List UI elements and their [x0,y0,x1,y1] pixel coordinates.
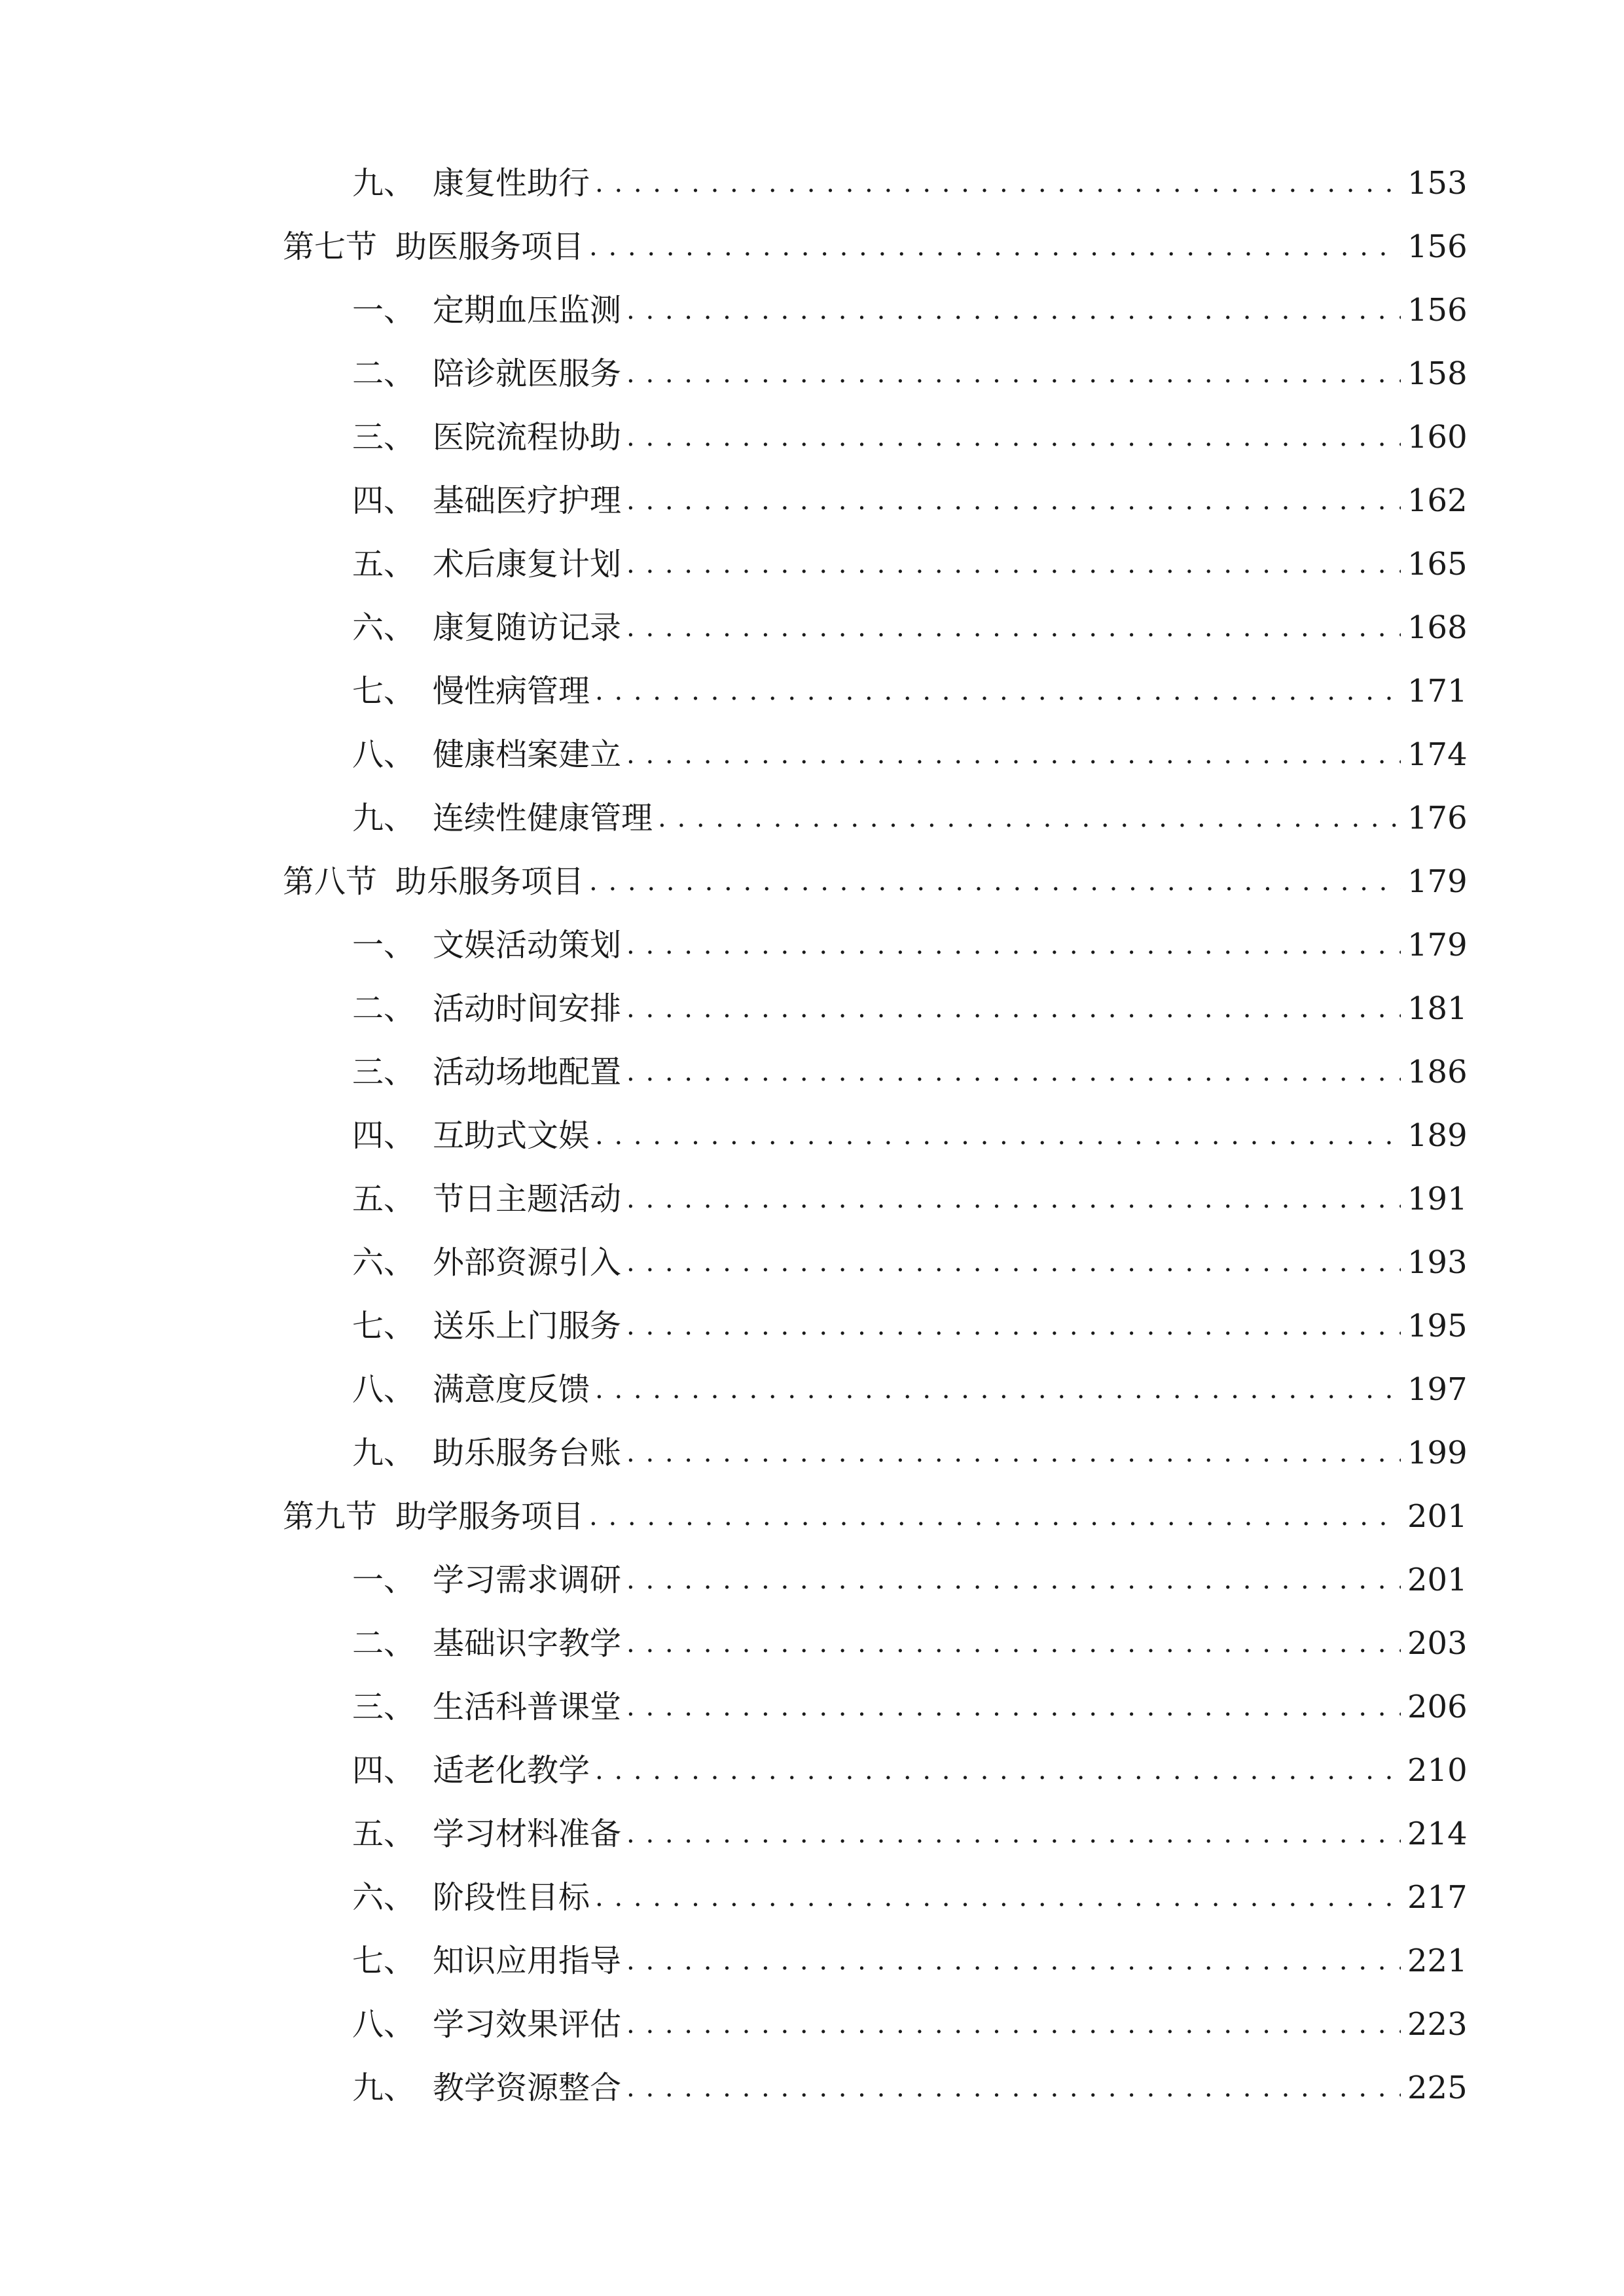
toc-entry[interactable] [352,718,1468,773]
toc-entry[interactable] [352,655,1468,709]
toc-entry[interactable] [352,147,1468,202]
entry-title: 活动时间安排 [433,990,622,1027]
entry-number: 六、 [352,1244,416,1281]
section-title: 助学服务项目 [395,1498,585,1535]
toc-entry[interactable] [352,528,1468,583]
page-number: 217 [1407,1879,1468,1916]
section-label: 第八节 [283,863,378,900]
toc-entry[interactable] [352,1988,1468,2043]
entry-number: 七、 [352,1943,416,1979]
toc-entry[interactable] [352,908,1468,963]
toc-entry[interactable] [352,1035,1468,1090]
toc-entry[interactable] [352,1670,1468,1725]
toc-entry[interactable] [352,591,1468,646]
entry-number: 一、 [352,292,416,329]
entry-title: 适老化教学 [433,1752,590,1789]
page-number: 197 [1407,1371,1468,1408]
toc-entry[interactable] [352,1353,1468,1408]
toc-entry[interactable] [352,274,1468,329]
section-label: 第九节 [283,1498,378,1535]
dot-leader [626,424,1401,450]
entry-number: 一、 [352,927,416,963]
dot-leader [626,1694,1401,1720]
entry-title: 教学资源整合 [433,2070,622,2106]
entry-title: 健康档案建立 [433,736,622,773]
entry-title: 医院流程协助 [433,419,622,456]
dot-leader [595,1757,1401,1784]
toc-entry[interactable] [352,464,1468,519]
entry-title: 基础识字教学 [433,1625,622,1662]
page-number: 221 [1407,1943,1468,1979]
page-number: 156 [1407,292,1468,329]
entry-title: 慢性病管理 [433,673,590,709]
toc-entry[interactable] [352,1924,1468,1979]
entry-title: 知识应用指导 [433,1943,622,1979]
entry-title: 阶段性目标 [433,1879,590,1916]
entry-number: 五、 [352,1816,416,1852]
entry-title: 术后康复计划 [433,546,622,583]
page-number: 223 [1407,2006,1468,2043]
entry-title: 学习需求调研 [433,1562,622,1598]
page-number: 162 [1407,482,1468,519]
entry-title: 节日主题活动 [433,1181,622,1217]
entry-title: 康复随访记录 [433,609,622,646]
page-number: 176 [1407,800,1468,836]
entry-number: 四、 [352,482,416,519]
page-number: 214 [1407,1816,1468,1852]
entry-number: 八、 [352,736,416,773]
entry-title: 学习材料准备 [433,1816,622,1852]
entry-number: 九、 [352,2070,416,2106]
entry-title: 外部资源引入 [433,1244,622,1281]
entry-title: 文娱活动策划 [433,927,622,963]
entry-number: 五、 [352,1181,416,1217]
toc-entry[interactable] [352,1543,1468,1598]
entry-number: 二、 [352,1625,416,1662]
entry-number: 二、 [352,990,416,1027]
dot-leader [626,1186,1401,1212]
dot-leader [626,1630,1401,1657]
dot-leader [595,678,1401,704]
page-number: 193 [1407,1244,1468,1281]
dot-leader [626,1948,1401,1974]
dot-leader [626,551,1401,577]
dot-leader [626,615,1401,641]
dot-leader [626,996,1401,1022]
page-number: 203 [1407,1625,1468,1662]
page-number: 174 [1407,736,1468,773]
entry-title: 陪诊就医服务 [433,355,622,392]
toc-entry[interactable] [352,1607,1468,1662]
page-number: 160 [1407,419,1468,456]
page-number: 191 [1407,1181,1468,1217]
dot-leader [626,488,1401,514]
page-number: 171 [1407,673,1468,709]
dot-leader [626,742,1401,768]
page-number: 165 [1407,546,1468,583]
page-number: 206 [1407,1689,1468,1725]
dot-leader [589,869,1401,895]
dot-leader [626,2011,1401,2037]
toc-entry[interactable] [352,1797,1468,1852]
page-number: 156 [1407,228,1468,265]
dot-leader [595,1884,1401,1910]
toc-entry[interactable] [352,1226,1468,1281]
dot-leader [626,1059,1401,1085]
page-number: 153 [1407,165,1468,202]
dot-leader [626,1821,1401,1847]
entry-number: 九、 [352,165,416,202]
entry-number: 九、 [352,1435,416,1471]
dot-leader [626,2075,1401,2101]
dot-leader [626,932,1401,958]
toc-section[interactable] [283,845,1468,900]
dot-leader [626,297,1401,323]
entry-title: 互助式文娱 [433,1117,590,1154]
entry-number: 六、 [352,1879,416,1916]
dot-leader [589,234,1401,260]
entry-number: 九、 [352,800,416,836]
entry-number: 六、 [352,609,416,646]
toc-entry[interactable] [352,1861,1468,1916]
section-label: 第七节 [283,228,378,265]
entry-number: 四、 [352,1117,416,1154]
entry-title: 康复性助行 [433,165,590,202]
section-title: 助乐服务项目 [395,863,585,900]
page-number: 189 [1407,1117,1468,1154]
page-number: 186 [1407,1054,1468,1090]
toc-entry[interactable] [352,1734,1468,1789]
toc-entry[interactable] [352,972,1468,1027]
entry-number: 二、 [352,355,416,392]
entry-number: 八、 [352,2006,416,2043]
toc-section[interactable] [283,210,1468,265]
entry-title: 满意度反馈 [433,1371,590,1408]
entry-title: 活动场地配置 [433,1054,622,1090]
page-number: 195 [1407,1308,1468,1344]
dot-leader [626,361,1401,387]
toc-entry[interactable] [352,1416,1468,1471]
entry-title: 基础医疗护理 [433,482,622,519]
section-title: 助医服务项目 [395,228,585,265]
entry-number: 三、 [352,1054,416,1090]
page-number: 201 [1407,1562,1468,1598]
entry-title: 学习效果评估 [433,2006,622,2043]
entry-number: 八、 [352,1371,416,1408]
toc-entry[interactable] [352,337,1468,392]
dot-leader [626,1249,1401,1276]
entry-title: 连续性健康管理 [433,800,653,836]
dot-leader [589,1503,1401,1530]
entry-number: 三、 [352,419,416,456]
page-number: 210 [1407,1752,1468,1789]
entry-number: 四、 [352,1752,416,1789]
toc-entry[interactable] [352,401,1468,456]
page-number: 201 [1407,1498,1468,1535]
entry-number: 七、 [352,1308,416,1344]
dot-leader [595,1122,1401,1149]
dot-leader [626,1440,1401,1466]
page-number: 179 [1407,863,1468,900]
toc-entry[interactable] [352,781,1468,836]
entry-title: 定期血压监测 [433,292,622,329]
toc-entry[interactable] [352,2051,1468,2106]
page-number: 158 [1407,355,1468,392]
page-number: 179 [1407,927,1468,963]
dot-leader [595,1376,1401,1403]
entry-title: 送乐上门服务 [433,1308,622,1344]
toc-entry[interactable] [352,1099,1468,1154]
page-number: 199 [1407,1435,1468,1471]
page-number: 181 [1407,990,1468,1027]
dot-leader [595,170,1401,196]
dot-leader [626,1567,1401,1593]
dot-leader [626,1313,1401,1339]
entry-number: 一、 [352,1562,416,1598]
toc-entry[interactable] [352,1162,1468,1217]
dot-leader [658,805,1401,831]
entry-number: 三、 [352,1689,416,1725]
toc-section[interactable] [283,1480,1468,1535]
toc-entry[interactable] [352,1289,1468,1344]
entry-title: 生活科普课堂 [433,1689,622,1725]
entry-number: 五、 [352,546,416,583]
entry-title: 助乐服务台账 [433,1435,622,1471]
page-number: 168 [1407,609,1468,646]
page-number: 225 [1407,2070,1468,2106]
entry-number: 七、 [352,673,416,709]
